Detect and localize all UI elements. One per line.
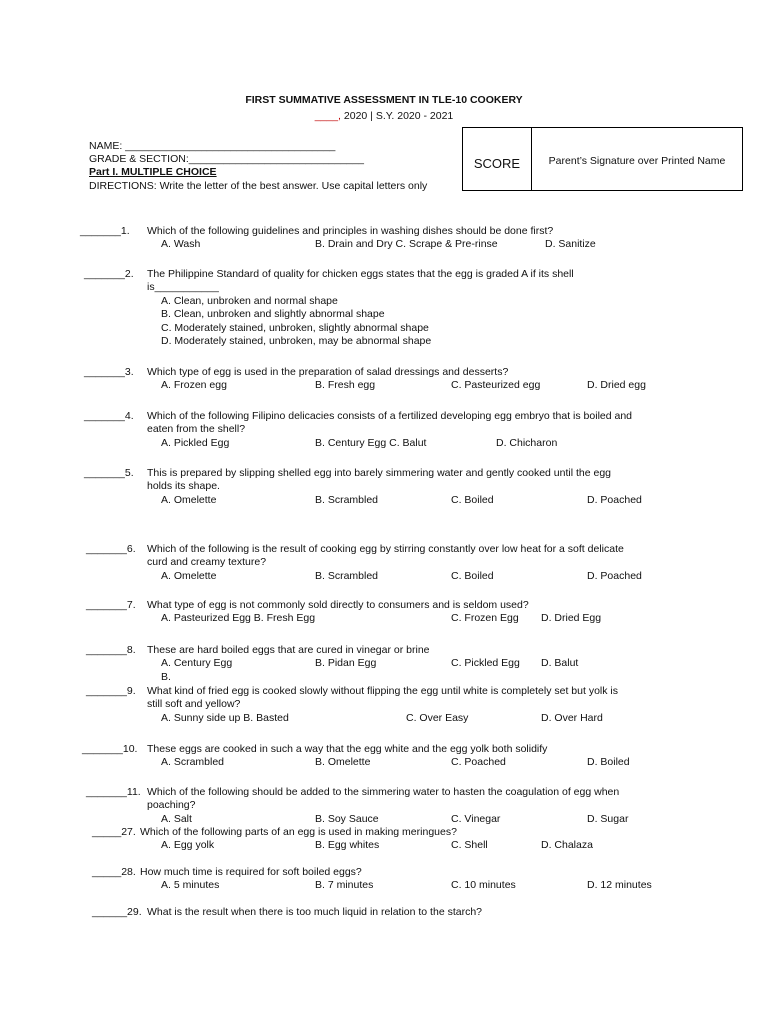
answer-blank: _______7.: [86, 599, 136, 611]
answer-blank: _______3.: [84, 366, 134, 378]
question-line: What is the result when there is too much liquid in relation to the starch?: [147, 906, 483, 918]
answer-choice: A. Salt: [161, 812, 192, 825]
answer-choice: B. Drain and Dry C. Scrape & Pre-rinse: [315, 238, 498, 251]
question-text: [147, 467, 611, 494]
answer-choice: D. Boiled: [587, 756, 630, 769]
answer-choice: C. Over Easy: [406, 711, 469, 724]
question-text: [147, 225, 553, 238]
school-year: 2020 | S.Y. 2020 - 2021: [340, 110, 454, 122]
answer-choice: B. Fresh egg: [315, 379, 376, 392]
answer-blank: _______5.: [84, 467, 134, 479]
question-text: [147, 786, 619, 813]
question-line: curd and creamy texture?: [147, 556, 267, 569]
answer-choice: C. Pickled Egg: [451, 657, 520, 670]
answer-blank: _______10.: [82, 743, 138, 755]
answer-choice: D. Chalaza: [541, 839, 593, 852]
answer-choice: D. Sugar: [587, 812, 629, 825]
answer-blank: _______6.: [86, 543, 136, 555]
answer-choice: C. Boiled: [451, 493, 494, 506]
question-line: is___________: [147, 281, 219, 294]
question-line: These eggs are cooked in such a way that the egg white and the egg yolk both solidify: [147, 743, 548, 755]
answer-blank: _______1.: [80, 225, 130, 237]
answer-choice: C. Shell: [451, 839, 488, 852]
answer-choice: B. Clean, unbroken and slightly abnormal shape: [161, 308, 385, 321]
question-line: eaten from the shell?: [147, 423, 246, 436]
answer-choice: A. 5 minutes: [161, 879, 220, 892]
answer-choice: D. Moderately stained, unbroken, may be abnormal shape: [161, 335, 432, 347]
question-text: [147, 685, 618, 712]
grade-section-field: GRADE & SECTION:______________________________: [89, 153, 364, 165]
part-heading: Part I. MULTIPLE CHOICE: [89, 166, 217, 178]
answer-choice: D. Sanitize: [545, 238, 596, 251]
answer-choice: A. Frozen egg: [161, 379, 227, 392]
question-text: [140, 866, 362, 879]
stray-choice: B.: [161, 670, 171, 683]
answer-blank: ______29.: [92, 906, 142, 918]
question-line: How much time is required for soft boiled eggs?: [140, 866, 362, 878]
question-line: Which of the following Filipino delicacies consists of a fertilized developing egg embryo that is boiled and: [147, 410, 633, 422]
parent-signature-label: Parent’s Signature over Printed Name: [548, 155, 726, 167]
answer-choice: B. Pidan Egg: [315, 657, 377, 670]
answer-choice: D. Over Hard: [541, 711, 603, 724]
question-line: What kind of fried egg is cooked slowly without flipping the egg until white is completely set but yolk is: [147, 685, 618, 697]
directions: DIRECTIONS: Write the letter of the best answer. Use capital letters only: [89, 180, 428, 192]
answer-choice: C. Pasteurized egg: [451, 379, 541, 392]
answer-choice: A. Clean, unbroken and normal shape: [161, 294, 338, 307]
answer-choice: C. Frozen Egg: [451, 612, 519, 625]
answer-choice: B. Scrambled: [315, 569, 379, 582]
answer-choice: D. Poached: [587, 493, 642, 506]
answer-choice: A. Century Egg: [161, 657, 233, 670]
question-text: [147, 644, 430, 657]
question-text: [147, 599, 529, 612]
answer-choice: B. Century Egg C. Balut: [315, 436, 427, 449]
answer-blank: _____28.: [92, 866, 136, 878]
question-line: What type of egg is not commonly sold directly to consumers and is seldom used?: [147, 599, 529, 611]
question-line: Which of the following parts of an egg is used in making meringues?: [140, 826, 457, 838]
question-text: [147, 543, 624, 570]
answer-choice: B. Omelette: [315, 756, 371, 769]
question-line: These are hard boiled eggs that are cured in vinegar or brine: [147, 644, 430, 656]
answer-choice: B. Soy Sauce: [315, 812, 379, 825]
score-box: [462, 127, 743, 191]
answer-choice: D. Dried Egg: [541, 612, 602, 625]
answer-blank: _______9.: [86, 685, 136, 697]
answer-choice: B. Egg whites: [315, 839, 380, 852]
question-line: Which type of egg is used in the preparation of salad dressings and desserts?: [147, 366, 509, 378]
answer-choice: D. Poached: [587, 569, 642, 582]
answer-blank: _______4.: [84, 410, 134, 422]
question-line: Which of the following guidelines and principles in washing dishes should be done first?: [147, 225, 554, 237]
question-text: [147, 268, 574, 295]
answer-blank: _____27.: [92, 826, 136, 838]
date-line: [0, 110, 768, 122]
answer-choice: D. 12 minutes: [587, 879, 652, 892]
question-line: holds its shape.: [147, 480, 220, 493]
question-text: [147, 906, 482, 919]
answer-choice: A. Pasteurized Egg B. Fresh Egg: [161, 612, 316, 625]
answer-blank: _______11.: [86, 786, 141, 798]
question-line: Which of the following is the result of cooking egg by stirring constantly over low heat for a soft delicate: [147, 543, 624, 555]
question-text: [147, 410, 632, 437]
answer-choice: A. Omelette: [161, 493, 217, 506]
answer-choice: A. Sunny side up B. Basted: [161, 711, 289, 724]
document-title: FIRST SUMMATIVE ASSESSMENT IN TLE-10 COOKERY: [245, 94, 523, 106]
answer-choice: C. 10 minutes: [451, 879, 516, 892]
answer-blank: _______8.: [86, 644, 136, 656]
answer-choice: D. Chicharon: [496, 436, 558, 449]
name-field: NAME: ____________________________________: [89, 140, 336, 152]
question-line: poaching?: [147, 799, 196, 812]
answer-choice: C. Boiled: [451, 569, 494, 582]
question-text: [140, 826, 457, 839]
answer-choice: A. Egg yolk: [161, 839, 215, 852]
answer-choice: A. Pickled Egg: [161, 436, 230, 449]
answer-choice: D. Dried egg: [587, 379, 646, 392]
question-line: still soft and yellow?: [147, 698, 241, 711]
answer-blank: _______2.: [84, 268, 134, 280]
question-text: [147, 366, 508, 379]
answer-choice: A. Scrambled: [161, 756, 225, 769]
question-text: [147, 743, 547, 756]
question-line: This is prepared by slipping shelled egg into barely simmering water and gently cooked until the egg: [147, 467, 612, 479]
date-blank: ____,: [314, 110, 341, 122]
answer-choice: B. Scrambled: [315, 493, 379, 506]
answer-choice: C. Poached: [451, 756, 506, 769]
question-line: Which of the following should be added to the simmering water to hasten the coagulation of egg when: [147, 786, 620, 798]
answer-choice: A. Omelette: [161, 569, 217, 582]
answer-choice: C. Moderately stained, unbroken, slightly abnormal shape: [161, 321, 429, 334]
answer-choice: A. Wash: [161, 238, 201, 251]
question-line: The Philippine Standard of quality for chicken eggs states that the egg is graded A if its shell: [147, 268, 574, 280]
answer-choice: B. 7 minutes: [315, 879, 374, 892]
answer-choice: D. Balut: [541, 657, 579, 670]
answer-choice: C. Vinegar: [451, 812, 501, 825]
score-label: SCORE: [463, 128, 532, 190]
